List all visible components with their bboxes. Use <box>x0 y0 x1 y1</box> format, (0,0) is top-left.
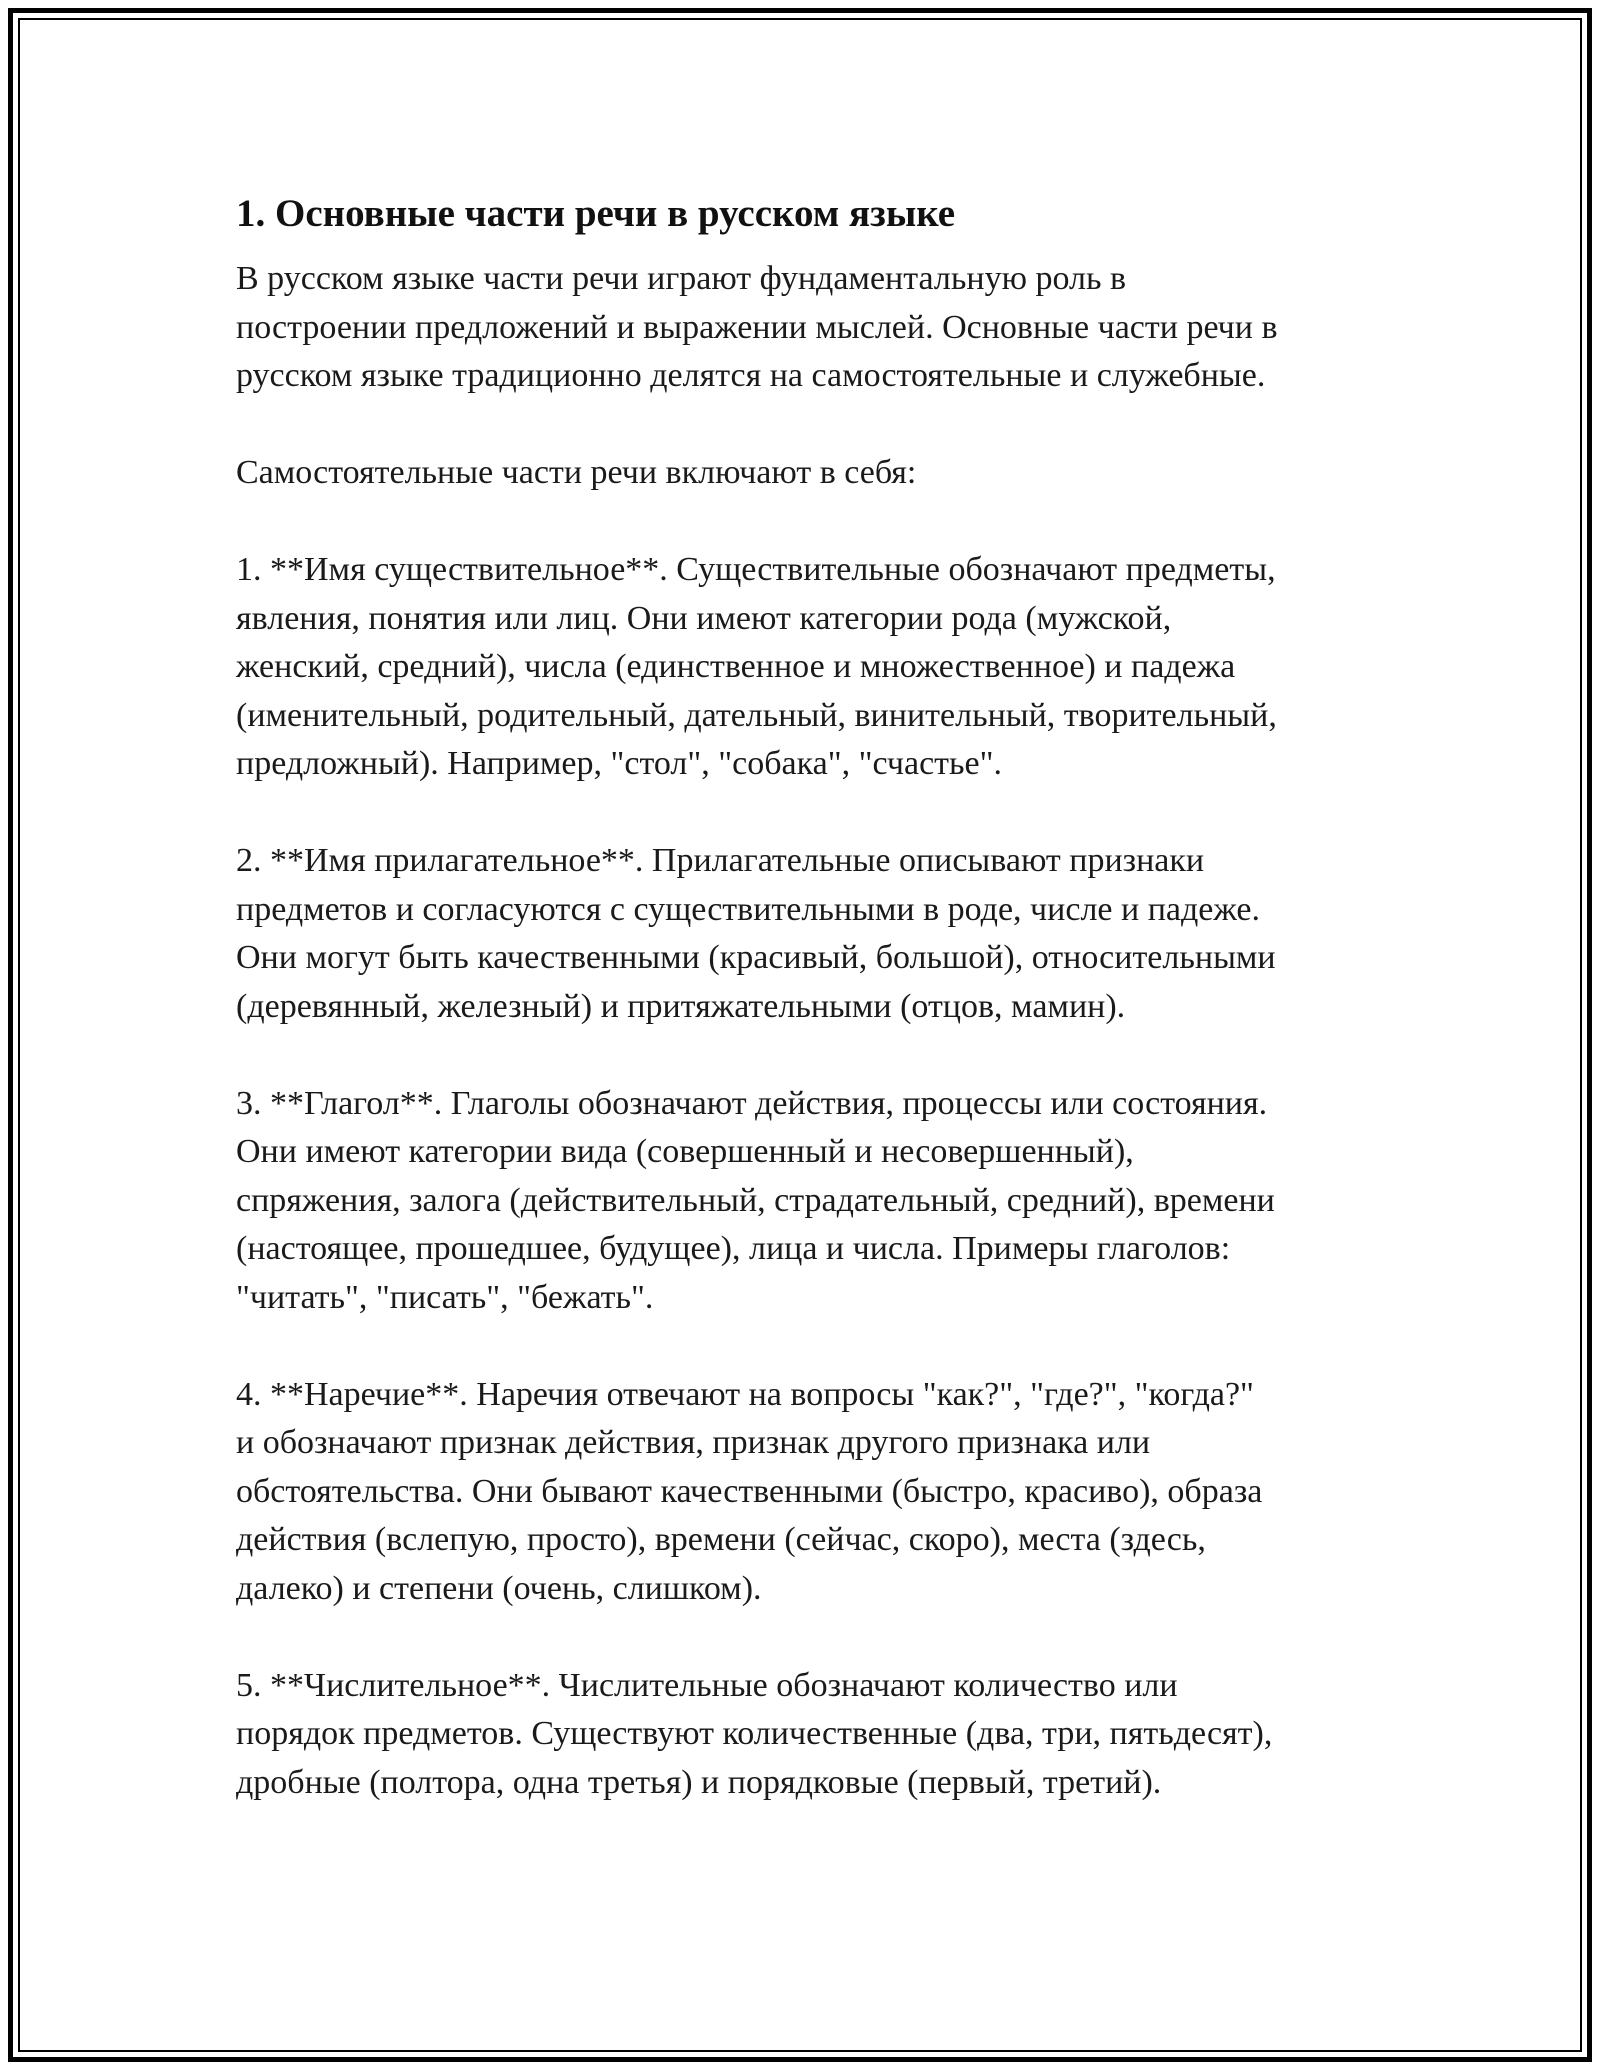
text-line: далеко) и степени (очень, слишком). <box>236 1569 762 1607</box>
text-line: "читать", "писать", "бежать". <box>236 1278 654 1316</box>
text-line: русском языке традиционно делятся на самостоятельные и служебные. <box>236 357 1266 394</box>
item-numeral-paragraph <box>236 1662 1376 1808</box>
text-line: 5. **Числительное**. Числительные обозначают количество или <box>236 1666 1178 1704</box>
document-body <box>236 186 1376 1856</box>
text-line: построении предложений и выражении мыслей. Основные части речи в <box>236 308 1278 346</box>
text-line: 2. **Имя прилагательное**. Прилагательные описывают признаки <box>236 842 1205 879</box>
item-noun-paragraph <box>236 546 1376 789</box>
text-line: (деревянный, железный) и притяжательными (отцов, мамин). <box>236 987 1126 1025</box>
text-line: В русском языке части речи играют фундаментальную роль в <box>236 260 1127 297</box>
text-line: предложный). Например, "стол", "собака", "счастье". <box>236 745 1003 782</box>
text-line: 1. **Имя существительное**. Существительные обозначают предметы, <box>236 551 1276 588</box>
text-line: Они имеют категории вида (совершенный и несовершенный), <box>236 1133 1134 1170</box>
text-line: порядок предметов. Существуют количественные (два, три, пятьдесят), <box>236 1715 1273 1752</box>
text-line: предметов и согласуются с существительными в роде, числе и падеже. <box>236 890 1261 928</box>
text-line: и обозначают признак действия, признак другого признака или <box>236 1424 1151 1461</box>
text-line: (настоящее, прошедшее, будущее), лица и числа. Примеры глаголов: <box>236 1230 1231 1267</box>
text-line: обстоятельства. Они бывают качественными (быстро, красиво), образа <box>236 1472 1263 1510</box>
text-line: Самостоятельные части речи включают в себя: <box>236 454 917 491</box>
text-line: Они могут быть качественными (красивый, большой), относительными <box>236 939 1276 976</box>
text-line: (именительный, родительный, дательный, винительный, творительный, <box>236 696 1277 734</box>
item-verb-paragraph <box>236 1080 1376 1323</box>
list-lead-paragraph <box>236 449 1376 498</box>
text-line: 3. **Глагол**. Глаголы обозначают действия, процессы или состояния. <box>236 1084 1268 1122</box>
item-adjective-paragraph <box>236 837 1376 1031</box>
intro-paragraph <box>236 255 1376 401</box>
text-line: женский, средний), числа (единственное и множественное) и падежа <box>236 648 1236 685</box>
text-line: 4. **Наречие**. Наречия отвечают на вопросы "как?", "где?", "когда?" <box>236 1375 1254 1413</box>
text-line: действия (вслепую, просто), времени (сейчас, скоро), места (здесь, <box>236 1521 1206 1558</box>
item-adverb-paragraph <box>236 1371 1376 1614</box>
text-line: дробные (полтора, одна третья) и порядковые (первый, третий). <box>236 1763 1162 1801</box>
text-line: спряжения, залога (действительный, страдательный, средний), времени <box>236 1181 1275 1219</box>
document-title: 1. Основные части речи в русском языке <box>236 192 956 235</box>
text-line: явления, понятия или лиц. Они имеют категории рода (мужской, <box>236 599 1172 637</box>
